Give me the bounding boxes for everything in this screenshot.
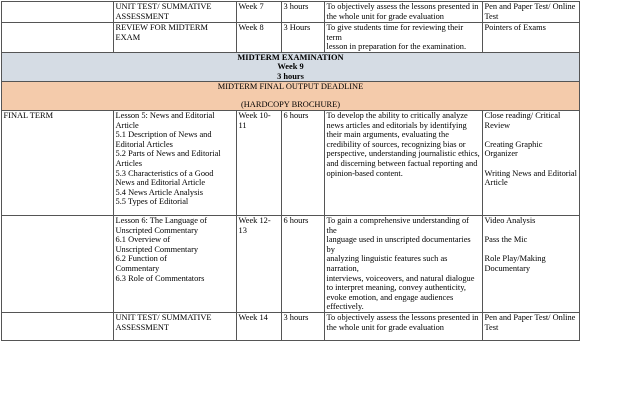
lesson-cell: REVIEW FOR MIDTERM EXAM	[114, 23, 237, 53]
deadline-title: MIDTERM FINAL OUTPUT DEADLINE	[217, 82, 364, 91]
objective-cell: To objectively assess the lessons presented in the whole unit for grade evaluation	[325, 2, 483, 23]
hours-cell: 3 hours	[282, 2, 325, 23]
lesson-cell: Lesson 6: The Language of Unscripted Commentary 6.1 Overview of Unscripted Commentary 6.2 Function of Commentary 6.3 Role of Commentators	[114, 216, 237, 313]
output-deadline-cell	[2, 82, 580, 111]
lesson-cell: UNIT TEST/ SUMMATIVE ASSESSMENT	[114, 312, 237, 340]
table-row	[2, 216, 580, 313]
band-hours: 3 hours	[277, 71, 304, 81]
term-cell: FINAL TERM	[2, 111, 114, 216]
objective-cell: To develop the ability to critically analyze news articles and editorials by identifying their main arguments, evaluating the credibility of sources, recognizing bias or perspective, understanding journalistic ethics, and discerning between factual reporting and opinion-based content.	[325, 111, 483, 216]
table-row	[2, 2, 580, 23]
table-row	[2, 111, 580, 216]
table-row	[2, 23, 580, 53]
band-week: Week 9	[277, 62, 304, 72]
objective-cell: To gain a comprehensive understanding of the language used in unscripted documentaries by analyzing linguistic features such as narration, interviews, voiceovers, and natural dialogue to interpret meaning, convey authenticity, evoke emotion, and engage audiences effectively.	[325, 216, 483, 313]
week-cell: Week 14	[237, 312, 282, 340]
output-deadline-band	[2, 82, 580, 111]
term-cell	[2, 23, 114, 53]
objective-cell: To give students time for reviewing their term lesson in preparation for the examination.	[325, 23, 483, 53]
activity-cell: Pen and Paper Test/ Online Test	[483, 312, 580, 340]
hours-cell: 6 hours	[282, 216, 325, 313]
activity-cell: Pen and Paper Test/ Online Test	[483, 2, 580, 23]
midterm-exam-cell	[2, 52, 580, 81]
term-cell	[2, 216, 114, 313]
lesson-cell: Lesson 5: News and Editorial Article 5.1 Description of News and Editorial Articles 5.2 Parts of News and Editorial Articles 5.3 Characteristics of a Good News and Editorial Article 5.4 News Article Analysis 5.5 Types of Editorial	[114, 111, 237, 216]
midterm-exam-band	[2, 52, 580, 81]
table-row	[2, 312, 580, 340]
term-cell	[2, 312, 114, 340]
week-cell: Week 12- 13	[237, 216, 282, 313]
syllabus-table	[1, 1, 580, 341]
activity-cell: Video Analysis Pass the Mic Role Play/Making Documentary	[483, 216, 580, 313]
term-cell	[2, 2, 114, 23]
activity-cell: Close reading/ Critical Review Creating Graphic Organizer Writing News and Editorial Article	[483, 111, 580, 216]
hours-cell: 3 hours	[282, 312, 325, 340]
week-cell: Week 7	[237, 2, 282, 23]
week-cell: Week 10- 11	[237, 111, 282, 216]
week-cell: Week 8	[237, 23, 282, 53]
deadline-subtitle: (HARDCOPY BROCHURE)	[240, 100, 341, 110]
objective-cell: To objectively assess the lessons presented in the whole unit for grade evaluation	[325, 312, 483, 340]
hours-cell: 3 Hours	[282, 23, 325, 53]
activity-cell: Pointers of Exams	[483, 23, 580, 53]
hours-cell: 6 hours	[282, 111, 325, 216]
lesson-cell: UNIT TEST/ SUMMATIVE ASSESSMENT	[114, 2, 237, 23]
band-title: MIDTERM EXAMINATION	[237, 52, 344, 62]
